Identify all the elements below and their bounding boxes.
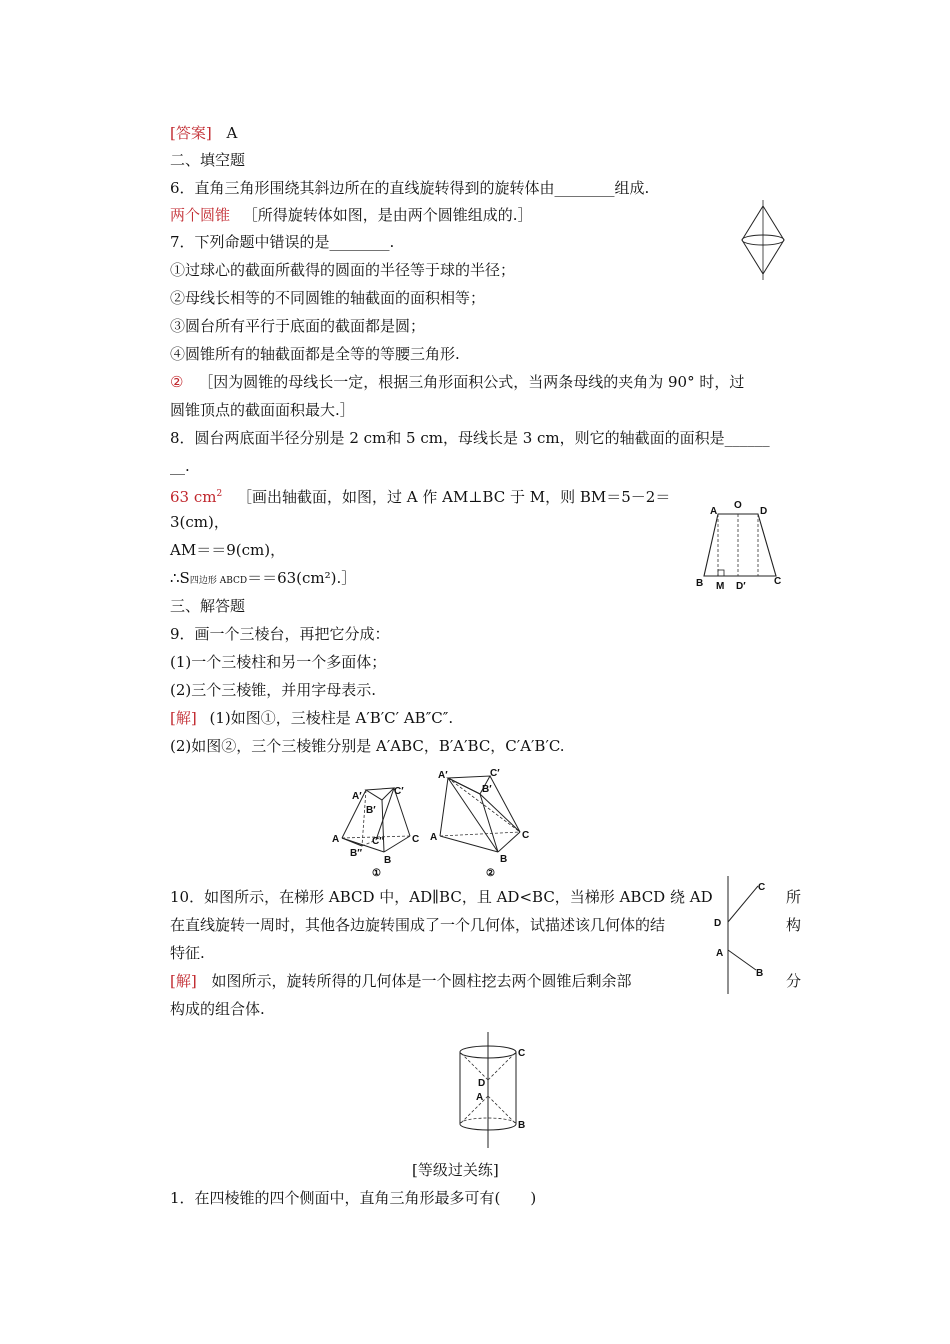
q7-explanation-1: ［因为圆锥的母线长一定，根据三角形面积公式，当两条母线的夹角为 90° 时，过 bbox=[198, 373, 745, 391]
q9-solution-tag: [解] bbox=[170, 709, 197, 727]
svg-text:A: A bbox=[332, 834, 340, 845]
q6-stem: 6．直角三角形围绕其斜边所在的直线旋转得到的旋转体由________组成. bbox=[170, 179, 650, 197]
q8-stem-1: 8．圆台两底面半径分别是 2 cm和 5 cm，母线长是 3 cm，则它的轴截面的面积是______ bbox=[170, 429, 770, 447]
q10-solution-1-end: 分 bbox=[786, 972, 802, 990]
q9-solution-2: (2)如图②，三个三棱锥分别是 A′ABC，B′A′BC，C′A′B′C. bbox=[170, 737, 565, 755]
q8-explanation-1: ［画出轴截面，如图，过 A 作 AM⊥BC 于 M，则 BM＝5－2＝ bbox=[237, 488, 671, 506]
svg-text:A: A bbox=[476, 1092, 484, 1103]
q10-solution-tag: [解] bbox=[170, 972, 197, 990]
q7-answer: ② bbox=[170, 373, 184, 391]
q8-stem-2: __. bbox=[170, 457, 190, 475]
trapezoid-figure bbox=[690, 496, 790, 596]
svg-text:A: A bbox=[716, 948, 724, 959]
svg-text:B″: B″ bbox=[350, 848, 363, 859]
answer-tag: [答案] bbox=[170, 124, 212, 142]
svg-text:A: A bbox=[430, 832, 438, 843]
svg-text:C: C bbox=[412, 834, 420, 845]
svg-text:D: D bbox=[478, 1078, 486, 1089]
q7-option-4: ④圆锥所有的轴截面都是全等的等腰三角形. bbox=[170, 345, 460, 363]
svg-text:A′: A′ bbox=[438, 770, 448, 781]
svg-text:B′: B′ bbox=[482, 784, 492, 795]
label-M: M bbox=[716, 581, 725, 592]
q7-option-2: ②母线长相等的不同圆锥的轴截面的面积相等； bbox=[170, 289, 486, 307]
level-heading: [等级过关练] bbox=[412, 1161, 499, 1179]
svg-text:B: B bbox=[500, 854, 508, 865]
section-fill-blank: 二、填空题 bbox=[170, 151, 246, 169]
next-question: 1．在四棱锥的四个侧面中，直角三角形最多可有( ) bbox=[170, 1189, 537, 1207]
svg-text:B′: B′ bbox=[366, 805, 376, 816]
q10-stem-2-end: 构 bbox=[786, 916, 802, 934]
svg-text:C: C bbox=[518, 1048, 526, 1059]
q9-solution-1: [解] (1)如图①，三棱柱是 A′B′C′ AB″C″. bbox=[170, 709, 454, 727]
svg-text:A′: A′ bbox=[352, 791, 362, 802]
trapezoid-axis-figure bbox=[706, 876, 774, 994]
q8-explanation-4: ∴S四边形 ABCD＝＝63(cm²).］ bbox=[170, 569, 357, 587]
section-answer: 三、解答题 bbox=[170, 597, 246, 615]
label-A: A bbox=[710, 506, 718, 517]
q9-part-2: (2)三个三棱锥，并用字母表示. bbox=[170, 681, 377, 699]
frustum-figures bbox=[328, 766, 538, 878]
figure-1-number: ① bbox=[372, 868, 381, 878]
svg-text:B: B bbox=[756, 968, 764, 979]
svg-text:B: B bbox=[518, 1120, 526, 1131]
double-cone-figure bbox=[738, 200, 788, 280]
label-C: C bbox=[774, 576, 782, 587]
cylinder-figure bbox=[454, 1032, 534, 1148]
svg-text:C′: C′ bbox=[490, 768, 500, 779]
frustum-figure-1 bbox=[332, 786, 419, 878]
q8-explanation-3: AM＝＝9(cm)， bbox=[170, 541, 286, 559]
q7-explanation-2: 圆锥顶点的截面面积最大.］ bbox=[170, 401, 355, 419]
label-O: O bbox=[734, 500, 742, 511]
label-D-prime: D′ bbox=[736, 581, 746, 592]
svg-text:C″: C″ bbox=[372, 836, 385, 847]
label-B: B bbox=[696, 578, 704, 589]
svg-text:C′: C′ bbox=[394, 786, 404, 797]
q8-answer: 63 $cm^2$ bbox=[170, 488, 223, 506]
q6-answer: 两个圆锥 bbox=[170, 206, 231, 224]
svg-text:D: D bbox=[714, 918, 722, 929]
q7-answer-line bbox=[170, 372, 744, 392]
q8-explanation-2: 3(cm)， bbox=[170, 513, 229, 531]
q10-solution-2: 构成的组合体. bbox=[170, 1000, 265, 1018]
q7-option-1: ①过球心的截面所截得的圆面的半径等于球的半径； bbox=[170, 261, 516, 279]
q10-stem-1-end: 所 bbox=[786, 888, 802, 906]
q6-answer-line bbox=[170, 205, 533, 225]
answer-line bbox=[170, 123, 237, 143]
answer-value: A bbox=[226, 124, 238, 142]
q10-stem-2: 在直线旋转一周时，其他各边旋转围成了一个几何体，试描述该几何体的结 bbox=[170, 916, 666, 934]
frustum-figure-2 bbox=[430, 768, 529, 878]
q6-explanation: ［所得旋转体如图，是由两个圆锥组成的.］ bbox=[242, 206, 533, 224]
q7-option-3: ③圆台所有平行于底面的截面都是圆； bbox=[170, 317, 426, 335]
label-D: D bbox=[760, 506, 768, 517]
q10-stem-1: 10．如图所示，在梯形 ABCD 中，AD∥BC，且 AD<BC，当梯形 ABCD 绕 AD bbox=[170, 888, 713, 906]
figure-2-number: ② bbox=[486, 868, 495, 878]
q9-stem: 9．画一个三棱台，再把它分成： bbox=[170, 625, 390, 643]
q10-solution-1: [解] 如图所示，旋转所得的几何体是一个圆柱挖去两个圆锥后剩余部 bbox=[170, 972, 632, 990]
q7-stem: 7．下列命题中错误的是________. bbox=[170, 233, 395, 251]
svg-text:C: C bbox=[758, 882, 766, 893]
svg-text:B: B bbox=[384, 855, 392, 866]
q8-answer-line bbox=[170, 484, 670, 507]
q9-part-1: (1)一个三棱柱和另一个多面体； bbox=[170, 653, 387, 671]
q10-stem-3: 特征. bbox=[170, 944, 205, 962]
svg-text:C: C bbox=[522, 830, 530, 841]
